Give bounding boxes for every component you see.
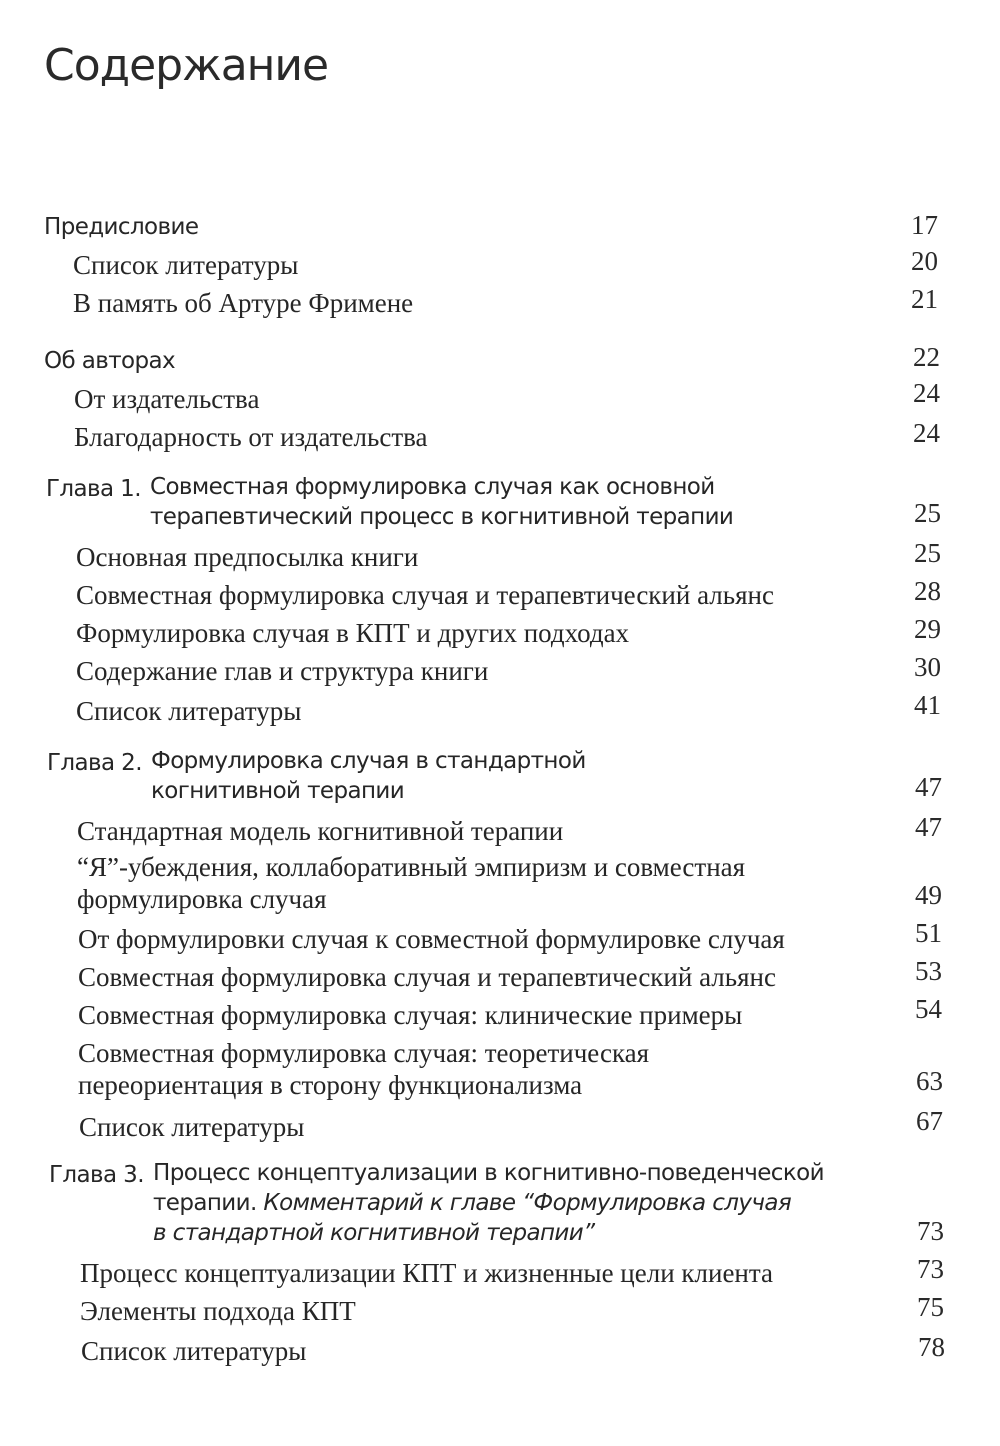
toc-entry-label: Формулировка случая в КПТ и других подходах — [76, 618, 630, 648]
toc-entry-ch3-3[interactable] — [0, 1334, 1000, 1368]
toc-entry-thanks[interactable] — [0, 420, 1000, 454]
toc-entry-label: Об авторах — [44, 348, 176, 374]
toc-entry-memory[interactable] — [0, 286, 1000, 320]
toc-entry-page: 29 — [914, 614, 941, 644]
toc-entry-label: Список литературы — [76, 696, 302, 726]
toc-entry-page: 67 — [916, 1106, 943, 1136]
toc-entry-page: 73 — [917, 1254, 944, 1284]
toc-entry-page: 41 — [914, 690, 941, 720]
chapter-title-line-3: в стандартной когнитивной терапии” — [153, 1220, 595, 1246]
toc-entry-label: Совместная формулировка случая: клинические примеры — [78, 1000, 743, 1030]
toc-entry-ch2-7[interactable] — [0, 1108, 1000, 1142]
toc-entry-label: Элементы подхода КПТ — [80, 1296, 356, 1326]
toc-entry-label: Список литературы — [73, 250, 299, 280]
toc-entry-label: Совместная формулировка случая и терапевтический альянс — [78, 962, 776, 992]
toc-entry-ch2-5[interactable] — [0, 996, 1000, 1030]
toc-entry-label: Стандартная модель когнитивной терапии — [77, 816, 564, 846]
toc-entry-label-line-1: Совместная формулировка случая: теоретическая — [78, 1038, 650, 1068]
toc-entry-ch1-4[interactable] — [0, 654, 1000, 688]
toc-entry-page: 24 — [913, 418, 940, 448]
toc-entry-page: 30 — [914, 652, 941, 682]
toc-entry-page: 22 — [913, 342, 940, 372]
toc-chapter-2[interactable] — [0, 746, 1000, 810]
toc-entry-label: Благодарность от издательства — [74, 422, 428, 452]
toc-entry-ch3-2[interactable] — [0, 1294, 1000, 1328]
toc-entry-ch2-4[interactable] — [0, 958, 1000, 992]
toc-entry-label: Содержание глав и структура книги — [76, 656, 489, 686]
toc-entry-label: От издательства — [74, 384, 260, 414]
toc-entry-about[interactable] — [0, 342, 1000, 376]
toc-chapter-1[interactable] — [0, 472, 1000, 536]
toc-entry-ch2-3[interactable] — [0, 920, 1000, 954]
toc-entry-ch3-1[interactable] — [0, 1254, 1000, 1288]
toc-entry-label: Список литературы — [79, 1112, 305, 1142]
toc-entry-ch1-5[interactable] — [0, 692, 1000, 726]
toc-entry-ch1-3[interactable] — [0, 614, 1000, 648]
page-title: Содержание — [44, 40, 329, 91]
chapter-title-line-1: Совместная формулировка случая как основной — [150, 474, 715, 500]
toc-entry-ch2-6[interactable] — [0, 1036, 1000, 1108]
chapter-page: 25 — [914, 498, 941, 528]
chapter-number: Глава 1. — [46, 476, 141, 502]
toc-entry-page: 54 — [915, 994, 942, 1024]
toc-entry-ch2-2[interactable] — [0, 850, 1000, 922]
chapter-title-line-2 — [153, 1190, 791, 1216]
toc-entry-page: 78 — [918, 1332, 945, 1362]
toc-entry-label: Процесс концептуализации КПТ и жизненные цели клиента — [80, 1258, 773, 1288]
toc-entry-label-line-1: “Я”-убеждения, коллаборативный эмпиризм и совместная — [77, 852, 746, 882]
toc-entry-ch1-1[interactable] — [0, 538, 1000, 572]
toc-entry-label: Список литературы — [81, 1336, 307, 1366]
chapter-number: Глава 3. — [49, 1162, 144, 1188]
toc-entry-label-line-2: переориентация в сторону функционализма — [78, 1070, 583, 1100]
chapter-title-regular: терапии. — [153, 1190, 257, 1216]
toc-entry-page: 49 — [915, 880, 942, 910]
toc-entry-page: 25 — [914, 538, 941, 568]
chapter-title-line-2: терапевтический процесс в когнитивной терапии — [150, 504, 734, 530]
toc-entry-preface[interactable] — [0, 210, 1000, 244]
toc-entry-page: 17 — [911, 210, 938, 240]
toc-entry-label: В память об Артуре Фримене — [73, 288, 414, 318]
chapter-page: 73 — [917, 1216, 944, 1246]
toc-entry-page: 20 — [911, 246, 938, 276]
toc-chapter-3[interactable] — [0, 1158, 1000, 1254]
toc-entry-page: 28 — [914, 576, 941, 606]
chapter-title-line-2: когнитивной терапии — [151, 778, 405, 804]
toc-entry-label: Предисловие — [44, 214, 199, 240]
chapter-title-line-1: Формулировка случая в стандартной — [151, 748, 586, 774]
toc-entry-page: 63 — [916, 1066, 943, 1096]
toc-entry-page: 53 — [915, 956, 942, 986]
chapter-title-line-1: Процесс концептуализации в когнитивно-поведенческой — [153, 1160, 824, 1186]
toc-entry-page: 51 — [915, 918, 942, 948]
toc-entry-page: 24 — [913, 378, 940, 408]
chapter-comment-italic: Комментарий к главе “Формулировка случая — [263, 1190, 792, 1216]
toc-entry-page: 47 — [915, 812, 942, 842]
toc-entry-ch1-2[interactable] — [0, 576, 1000, 610]
toc-entry-ch2-1[interactable] — [0, 812, 1000, 846]
toc-entry-label: Основная предпосылка книги — [76, 542, 419, 572]
toc-entry-page: 21 — [911, 284, 938, 314]
toc-entry-page: 75 — [917, 1292, 944, 1322]
toc-entry-preface-refs[interactable] — [0, 248, 1000, 282]
toc-entry-label: От формулировки случая к совместной формулировке случая — [78, 924, 785, 954]
toc-entry-publisher[interactable] — [0, 378, 1000, 416]
toc-entry-label: Совместная формулировка случая и терапевтический альянс — [76, 580, 774, 610]
toc-entry-label-line-2: формулировка случая — [77, 884, 327, 914]
chapter-page: 47 — [915, 772, 942, 802]
chapter-number: Глава 2. — [47, 750, 142, 776]
